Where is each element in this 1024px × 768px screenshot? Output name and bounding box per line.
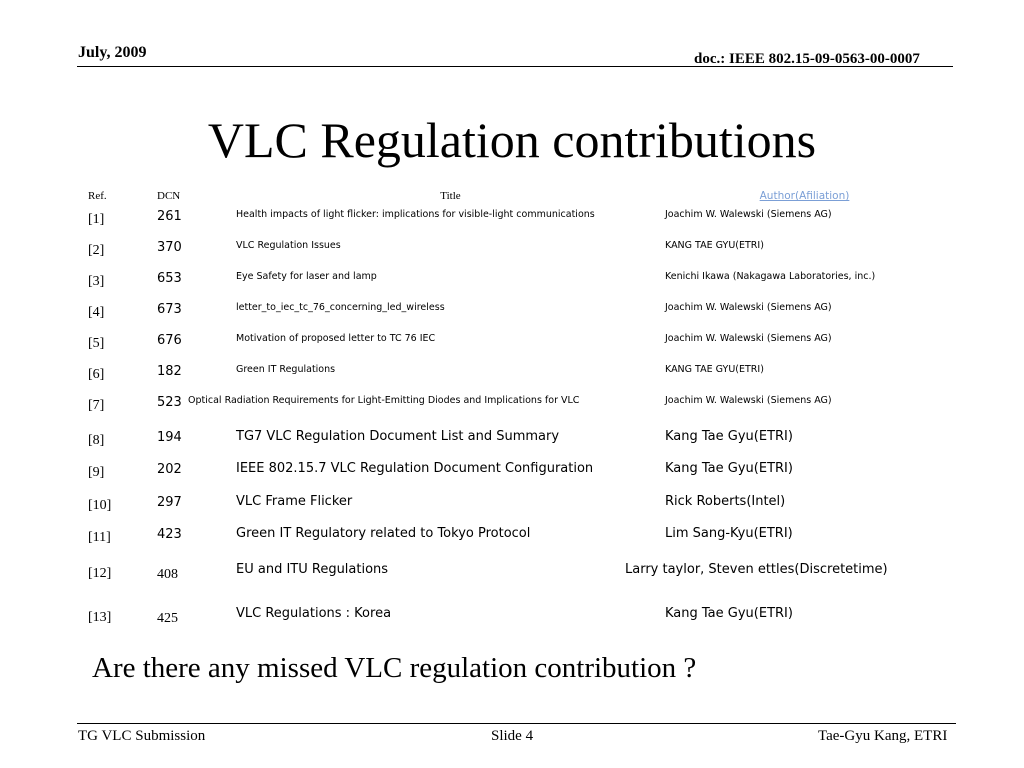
row-title: Green IT Regulations: [236, 364, 336, 375]
footer-author: Tae-Gyu Kang, ETRI: [818, 728, 948, 744]
header-date: July, 2009: [78, 44, 147, 61]
table-row: [84, 561, 944, 605]
row-dcn: 261: [157, 209, 182, 224]
table-row: [84, 238, 944, 269]
table-row: [84, 493, 944, 525]
row-dcn: 408: [157, 567, 178, 582]
row-author: Rick Roberts(Intel): [665, 494, 786, 509]
row-author: Joachim W. Walewski (Siemens AG): [665, 209, 832, 220]
table-header-row: [84, 185, 944, 207]
row-dcn: 297: [157, 495, 182, 510]
row-author: Kang Tae Gyu(ETRI): [665, 429, 793, 444]
table-row: [84, 300, 944, 331]
row-author: Larry taylor, Steven ettles(Discretetime): [625, 562, 888, 577]
contributions-table: [84, 185, 944, 637]
row-title: Eye Safety for laser and lamp: [236, 271, 377, 282]
col-header-dcn: DCN: [157, 190, 181, 202]
row-ref: [2]: [88, 243, 105, 258]
row-dcn: 523: [157, 395, 182, 410]
row-dcn: 653: [157, 271, 182, 286]
row-dcn: 202: [157, 462, 182, 477]
slide-title: VLC Regulation contributions: [207, 112, 817, 168]
row-author: KANG TAE GYU(ETRI): [665, 364, 764, 375]
row-author: Kenichi Ikawa (Nakagawa Laboratories, inc.): [665, 271, 876, 282]
table-row: [84, 428, 944, 460]
col-header-author[interactable]: Author(Afiliation): [759, 190, 850, 202]
row-dcn: 370: [157, 240, 182, 255]
row-ref: [4]: [88, 305, 105, 320]
row-title: TG7 VLC Regulation Document List and Summary: [236, 429, 560, 444]
row-ref: [1]: [88, 212, 105, 227]
row-author: Kang Tae Gyu(ETRI): [665, 461, 793, 476]
footer-divider: [77, 723, 956, 724]
row-dcn: 423: [157, 527, 182, 542]
table-row: [84, 393, 944, 428]
row-ref: [12]: [88, 566, 112, 581]
header-doc-id: doc.: IEEE 802.15-09-0563-00-0007: [694, 51, 920, 67]
row-title: VLC Regulation Issues: [236, 240, 341, 251]
footer-submission: TG VLC Submission: [78, 728, 206, 744]
header-divider: [77, 66, 953, 67]
row-title: Optical Radiation Requirements for Light-Emitting Diodes and Implications for VLC: [188, 395, 580, 406]
row-ref: [7]: [88, 398, 105, 413]
row-title: VLC Regulations : Korea: [236, 606, 392, 621]
row-dcn: 194: [157, 430, 182, 445]
table-row: [84, 525, 944, 561]
row-title: letter_to_iec_tc_76_concerning_led_wireless: [236, 302, 445, 313]
table-row: [84, 269, 944, 300]
row-title: EU and ITU Regulations: [236, 562, 389, 577]
table-row: [84, 207, 944, 238]
row-ref: [6]: [88, 367, 105, 382]
table-row: [84, 605, 944, 637]
row-author: Joachim W. Walewski (Siemens AG): [665, 333, 832, 344]
row-ref: [10]: [88, 498, 112, 513]
row-ref: [8]: [88, 433, 105, 448]
table-row: [84, 362, 944, 393]
col-header-ref: Ref.: [88, 190, 107, 202]
row-ref: [3]: [88, 274, 105, 289]
table-row: [84, 460, 944, 493]
row-dcn: 182: [157, 364, 182, 379]
row-ref: [13]: [88, 610, 112, 625]
row-title: Health impacts of light flicker: implications for visible-light communications: [236, 209, 595, 220]
row-author: Joachim W. Walewski (Siemens AG): [665, 302, 832, 313]
row-title: VLC Frame Flicker: [236, 494, 353, 509]
row-dcn: 676: [157, 333, 182, 348]
closing-question: Are there any missed VLC regulation contribution ?: [92, 652, 697, 684]
col-header-title: Title: [440, 190, 461, 202]
row-ref: [9]: [88, 465, 105, 480]
row-author: KANG TAE GYU(ETRI): [665, 240, 764, 251]
row-author: Lim Sang-Kyu(ETRI): [665, 526, 793, 541]
row-dcn: 425: [157, 611, 178, 626]
footer-slide-number: Slide 4: [491, 728, 534, 744]
row-dcn: 673: [157, 302, 182, 317]
row-author: Kang Tae Gyu(ETRI): [665, 606, 793, 621]
row-ref: [5]: [88, 336, 105, 351]
row-title: Green IT Regulatory related to Tokyo Protocol: [236, 526, 531, 541]
table-row: [84, 331, 944, 362]
row-author: Joachim W. Walewski (Siemens AG): [665, 395, 832, 406]
row-title: IEEE 802.15.7 VLC Regulation Document Configuration: [236, 461, 594, 476]
row-title: Motivation of proposed letter to TC 76 IEC: [236, 333, 436, 344]
row-ref: [11]: [88, 530, 111, 545]
